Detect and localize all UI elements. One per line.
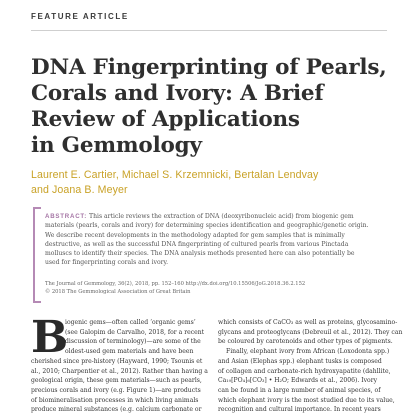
title-line: DNA Fingerprinting of Pearls, bbox=[31, 55, 387, 80]
author-list bbox=[31, 168, 391, 198]
citation bbox=[45, 280, 397, 296]
body-line: glycans and proteoglycans (Debreuil et al., 2012). They can bbox=[218, 328, 403, 336]
body-line: al., 2010; Charpentier et al., 2012). Rather than having a bbox=[31, 367, 208, 375]
author-line: Laurent E. Cartier, Michael S. Krzemnicki, Bertalan Lendvay bbox=[31, 169, 319, 181]
section-divider bbox=[31, 30, 387, 31]
copyright-line: © 2018 The Gemmological Association of Great Britain bbox=[45, 289, 191, 295]
section-label: FEATURE ARTICLE bbox=[31, 12, 129, 21]
abstract-line-text: This article reviews the extraction of DNA (deoxyribonucleic acid) from biogenic gem bbox=[87, 213, 354, 220]
drop-cap: B bbox=[31, 312, 69, 363]
body-line: geological origin, these gem materials—such as pearls, bbox=[31, 377, 202, 385]
abstract-heading: ABSTRACT: bbox=[45, 213, 88, 220]
body-line: be coloured by carotenoids and other types of pigments. bbox=[218, 338, 393, 346]
body-column-left bbox=[31, 312, 209, 415]
abstract-line: materials (pearls, corals and ivory) for determining species identification and geographic/genetic origin. bbox=[45, 222, 369, 230]
body-line: which consists of CaCO₃ as well as proteins, glycosamino- bbox=[218, 319, 398, 326]
body-line: oldest-used gem materials and have been bbox=[65, 348, 194, 356]
abstract-box bbox=[33, 207, 397, 307]
title-line: in Gemmology bbox=[31, 133, 202, 158]
body-line: which elephant ivory is the most studied due to its value, bbox=[218, 396, 395, 404]
body-line: precious corals and ivory (e.g. Figure 1)—are products bbox=[31, 386, 201, 394]
body-line: (see Galopim de Carvalho, 2018, for a recent bbox=[65, 328, 205, 336]
author-line: and Joana B. Meyer bbox=[31, 184, 128, 196]
abstract-bracket bbox=[33, 301, 41, 303]
abstract-line: used for fingerprinting corals and ivory. bbox=[45, 259, 169, 267]
body-line: cherished since pre-history (Hayward, 1990; Tsounis et bbox=[31, 357, 203, 365]
body-line: Ca₁₀[PO₄]₆[CO₃] • H₂O; Edwards et al., 2006). Ivory bbox=[218, 377, 378, 385]
abstract-line bbox=[45, 212, 397, 221]
body-line: Finally, elephant ivory from African (Loxodonta spp.) bbox=[226, 348, 390, 356]
abstract-bracket bbox=[33, 207, 35, 302]
title-line: Corals and Ivory: A Brief bbox=[31, 81, 324, 106]
citation-line: The Journal of Gemmology, 36(2), 2018, pp. 152–160 http://dx.doi.org/10.15506/JoG.2018.36.2.152 bbox=[45, 281, 306, 287]
article-title bbox=[31, 55, 401, 159]
body-line: iogenic gems—often called ‘organic gems’ bbox=[65, 319, 196, 326]
abstract-line: destructive, as well as the successful DNA fingerprinting of cultured pearls from various Pinctada bbox=[45, 240, 349, 248]
abstract-line: molluscs to identify their species. The DNA analysis methods presented here can also potentially be bbox=[45, 250, 355, 258]
body-line: produce mineral substances (e.g. calcium carbonate or bbox=[31, 406, 202, 414]
body-line: of collagen and carbonate-rich hydroxyapatite (dahllite, bbox=[218, 367, 391, 375]
body-line: can be found in a large number of animal species, of bbox=[218, 386, 381, 394]
body-line: of biomineralisation processes in which living animals bbox=[31, 396, 199, 404]
body-line: recognition and cultural importance. In recent years bbox=[218, 406, 381, 414]
body-column-right bbox=[218, 318, 403, 415]
title-line: Review of Applications bbox=[31, 107, 300, 132]
abstract-text bbox=[45, 212, 397, 268]
body-line: discussion of terminology)—are some of the bbox=[65, 338, 201, 346]
body-line: and Asian (Elephas spp.) elephant tusks is composed bbox=[218, 357, 382, 365]
abstract-line: We describe recent developments in the methodology adapted for gem samples that is minimally bbox=[45, 231, 345, 239]
